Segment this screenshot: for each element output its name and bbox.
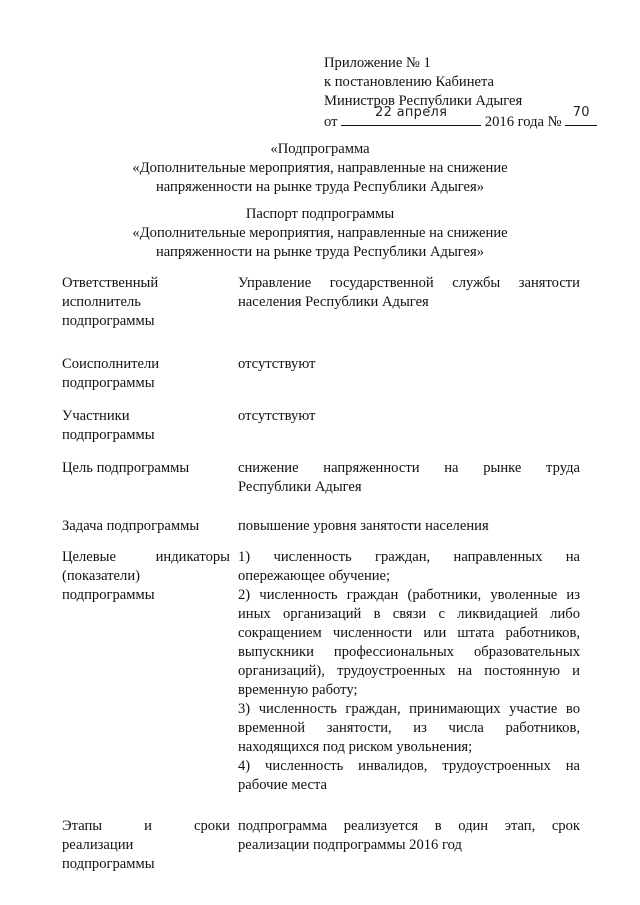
label-line: подпрограммы	[62, 587, 155, 603]
row-value	[238, 407, 580, 445]
row-value	[238, 548, 580, 795]
value-line: иных организаций в связи с ликвидацией либо	[238, 606, 580, 622]
subprogram-heading-line: «Подпрограмма	[270, 141, 370, 157]
value-line: подпрограмма реализуется в один этап, срок	[238, 818, 580, 834]
value-line: 3) численность граждан, принимающих участие во	[238, 701, 580, 717]
row-executor	[62, 274, 580, 331]
value-line: Республики Адыгея	[238, 479, 362, 495]
value-line: снижение напряженности на рынке труда	[238, 460, 580, 476]
row-value	[238, 459, 580, 497]
value-line: населения Республики Адыгея	[238, 294, 429, 310]
value-line: временную работу;	[238, 682, 358, 698]
label-line: подпрограммы	[62, 427, 155, 443]
row-coexecutors	[62, 355, 580, 393]
row-label	[62, 274, 230, 331]
appendix-date-line	[324, 105, 604, 130]
value-line: отсутствуют	[238, 356, 316, 372]
passport-heading-line: напряженности на рынке труда Республики Адыгея»	[155, 244, 485, 260]
date-blank	[341, 105, 481, 126]
value-line: 2) численность граждан (работники, уволенные из	[238, 587, 580, 603]
handwritten-date: 22 апреля	[375, 105, 448, 120]
label-line: Этапы и сроки	[62, 818, 230, 834]
label-line: (показатели)	[62, 568, 140, 584]
row-stages	[62, 817, 580, 874]
label-line: Цель подпрограммы	[62, 460, 190, 476]
row-label	[62, 407, 230, 445]
value-line: выпускники профессиональных образовательных	[238, 644, 580, 660]
value-line: рабочие места	[238, 777, 327, 793]
label-line: Ответственный	[62, 275, 159, 291]
value-line: временной занятости, из числа работников,	[238, 720, 580, 736]
value-line: находящихся под риском увольнения;	[238, 739, 473, 755]
handwritten-number: 70	[572, 105, 590, 120]
label-line: Целевые индикаторы	[62, 549, 230, 565]
year-text: 2016 года №	[484, 114, 562, 130]
row-label	[62, 355, 230, 393]
row-value	[238, 517, 580, 536]
value-line: 4) численность инвалидов, трудоустроенных на	[238, 758, 580, 774]
passport-heading-line: «Дополнительные мероприятия, направленные на снижение	[132, 225, 508, 241]
label-line: исполнитель	[62, 294, 141, 310]
subprogram-heading	[60, 140, 580, 197]
label-line: Участники	[62, 408, 130, 424]
row-label	[62, 548, 230, 795]
label-line: реализации	[62, 837, 134, 853]
label-line: подпрограммы	[62, 856, 155, 872]
row-label	[62, 517, 230, 536]
row-task	[62, 517, 580, 536]
label-line: подпрограммы	[62, 375, 155, 391]
subprogram-heading-line: напряженности на рынке труда Республики Адыгея»	[155, 179, 485, 195]
value-line: реализации подпрограммы 2016 год	[238, 837, 462, 853]
value-line: повышение уровня занятости населения	[238, 518, 489, 534]
row-value	[238, 817, 580, 874]
passport-table	[62, 274, 580, 874]
passport-heading	[60, 205, 580, 262]
value-line: отсутствуют	[238, 408, 316, 424]
row-value	[238, 274, 580, 331]
value-line: Управление государственной службы занятости	[238, 275, 580, 291]
row-label	[62, 817, 230, 874]
value-line: 1) численность граждан, направленных на	[238, 549, 580, 565]
row-label	[62, 459, 230, 497]
appendix-cabinet: Министров Республики Адыгея	[324, 93, 523, 109]
from-label: от	[324, 114, 338, 130]
row-indicators	[62, 548, 580, 795]
label-line: Соисполнители	[62, 356, 160, 372]
value-line: организаций), трудоустроенных на постоянную и	[238, 663, 580, 679]
appendix-block	[324, 54, 604, 130]
label-line: Задача подпрограммы	[62, 518, 200, 534]
appendix-resolution-ref: к постановлению Кабинета	[324, 74, 495, 90]
appendix-number: Приложение № 1	[324, 55, 431, 71]
row-participants	[62, 407, 580, 445]
value-line: сокращением численности или штата работников,	[238, 625, 580, 641]
row-value	[238, 355, 580, 393]
number-blank	[565, 105, 597, 126]
value-line: опережающее обучение;	[238, 568, 391, 584]
label-line: подпрограммы	[62, 313, 155, 329]
row-goal	[62, 459, 580, 497]
subprogram-heading-line: «Дополнительные мероприятия, направленные на снижение	[132, 160, 508, 176]
passport-heading-line: Паспорт подпрограммы	[245, 206, 395, 222]
